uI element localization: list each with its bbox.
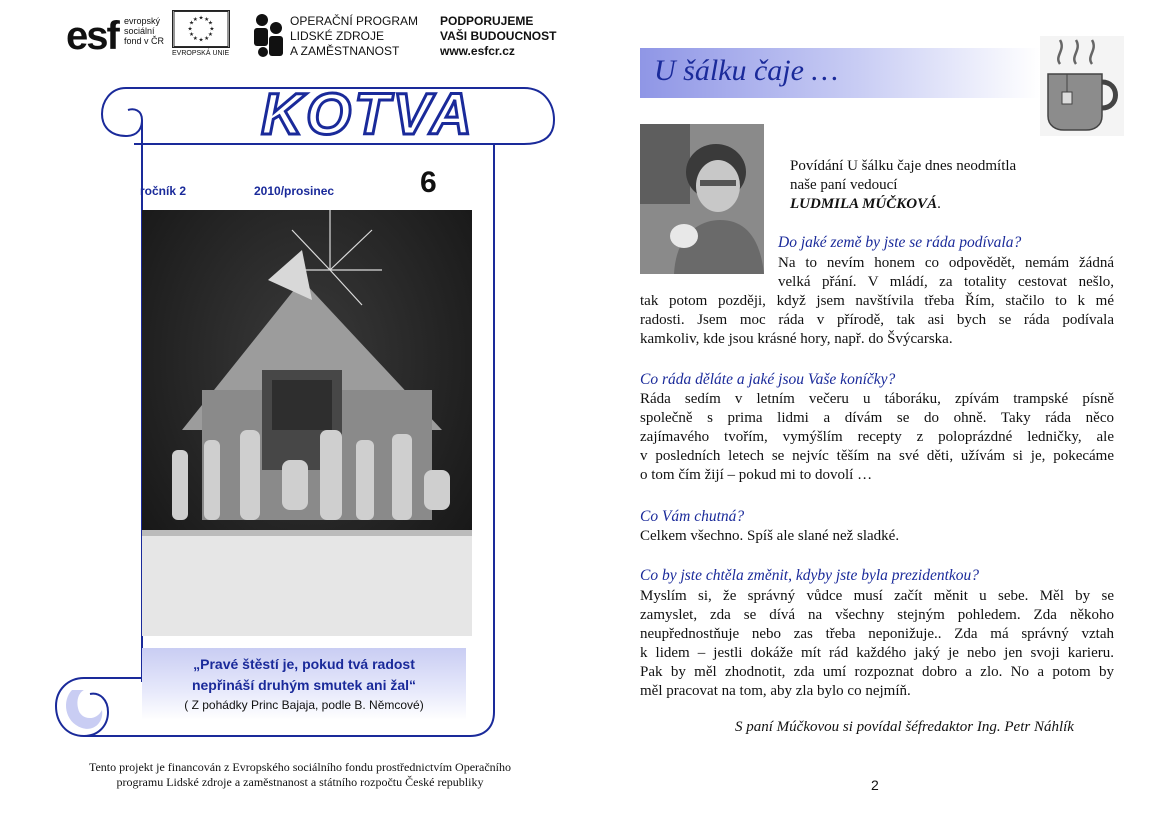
op-line: A ZAMĚSTNANOST [290,44,400,58]
issue-date: 2010/prosinec [254,184,335,198]
esf-sub-line: fond v ČR [124,36,165,46]
page-number: 2 [871,777,879,793]
nativity-scene-photo [142,210,472,636]
funding-line: Tento projekt je financován z Evropského sociálního fondu prostřednictvím Operačního [88,760,512,774]
answer-line: Myslím si, že správný vůdce musí začít měnit u sebe. Měl by se [640,588,1114,604]
answer-line: Pak by měl zhodnotit, zda umí rozpoznat dobro a zlo. No a potom by [640,664,1114,680]
svg-text:★: ★ [209,26,215,33]
svg-text:★: ★ [198,15,204,22]
answer-3 [640,527,1114,546]
intro-line: Povídání U šálku čaje dnes neodmítla [790,158,1017,174]
answer-line: zajímavého tvořím, vymýšlím recepty z poloprázdné ledničky, ale [640,429,1114,445]
section-header [640,48,1040,98]
eu-label: EVROPSKÁ UNIE [172,50,230,57]
answer-line: o tom čím žijí – pokud mi to dovolí … [640,467,873,483]
answer-1 [640,254,1114,349]
answer-line: tak potom později, když jsem navštívila třeba Řím, stačilo to k mé [640,293,1114,309]
answer-line: Na to nevím honem co odpovědět, nemám žádná [778,255,1114,271]
funding-line: programu Lidské zdroje a zaměstnanost a státního rozpočtu České republiky [116,775,484,789]
question-1: Do jaké země by jste se ráda podívala? [778,234,1022,251]
quote-box [142,648,466,720]
section-title: U šálku čaje … [654,54,839,87]
quote-line: „Pravé štěstí je, pokud tvá radost [193,656,415,672]
answer-line: zamyslet, zda se dívá na všechny stejným pohledem. Zda někoho [640,607,1114,623]
op-program-name [290,14,418,59]
esf-logo-text: esf [66,14,118,58]
esf-sub-line: sociální [124,26,155,36]
question-2: Co ráda děláte a jaké jsou Vaše koníčky? [640,371,896,388]
eu-logo [172,10,230,62]
esf-logo [66,10,166,62]
svg-text:★: ★ [207,20,214,27]
eu-flag-icon [172,10,230,48]
slogan-line: VAŠI BUDOUCNOST [440,29,557,43]
answer-line: v posledních letech se nejvíc těším na své děti, užívám si je, pokecáme [640,448,1114,464]
esf-sub-line: evropský [124,16,161,26]
answer-line: měl pracovat na tom, aby zla bylo co nejmíň. [640,683,911,699]
question-4: Co by jste chtěla změnit, kdyby jste byla prezidentkou? [640,567,980,584]
intro-end: . [937,196,941,212]
op-people-icon [252,12,286,60]
svg-text:★: ★ [204,16,210,23]
answer-line: Celkem všechno. Spíš ale slané než sladké. [640,528,900,544]
svg-text:★: ★ [198,37,204,44]
answer-line: kamkoliv, kde jsou krásné hory, např. do Švýcarska. [640,331,953,347]
kotva-title-logo [212,84,524,144]
website-link[interactable]: www.esfcr.cz [440,44,515,58]
funding-note [40,760,560,790]
issue-number: 6 [420,166,437,199]
intro-line: naše paní vedoucí [790,177,898,193]
volume-label: ročník 2 [140,184,187,198]
quote-line: nepřináší druhým smutek ani žal“ [191,677,417,693]
slogan-line: PODPORUJEME [440,14,534,28]
answer-4 [640,587,1114,701]
question-3: Co Vám chutná? [640,508,745,525]
logo-bar [66,8,566,64]
svg-text:★: ★ [192,16,198,23]
support-slogan [440,14,556,59]
answer-line: radosti. Jsem moc ráda v přírodě, tak asi bych se ráda podívala [640,312,1114,328]
answer-line: velká přání. V mládí, za totality cestovat nešlo, [778,274,1114,290]
answer-2 [640,390,1114,485]
answer-line: k lidem – jestli dokáže mít rád každého jaký je nebo jen svoji karieru. [640,645,1114,661]
portrait-photo [640,124,764,274]
article-intro [790,157,1016,214]
interviewee-name: LUDMILA MÚČKOVÁ [790,196,938,212]
esf-logo-subtext [124,16,164,46]
article-signature: S paní Múčkovou si povídal šéfredaktor Ing. Petr Náhlík [735,719,1074,735]
quote-source: ( Z pohádky Princ Bajaja, podle B. Němcové) [184,698,424,712]
svg-text:★: ★ [187,26,193,33]
op-line: LIDSKÉ ZDROJE [290,29,385,43]
svg-text:★: ★ [192,35,198,42]
tea-cup-icon [1040,36,1124,136]
quote-text [142,654,466,696]
answer-line: Ráda sedím v letním večeru u táboráku, zpívám trampské písně [640,391,1114,407]
svg-text:★: ★ [188,32,195,39]
kotva-title-text: KOTVA [261,84,475,144]
svg-text:★: ★ [188,20,195,27]
svg-text:★: ★ [207,32,214,39]
svg-text:★: ★ [204,35,210,42]
op-line: OPERAČNÍ PROGRAM [290,14,419,28]
answer-line: společně s prima lidmi a dívám se do ohně. Taky ráda něco [640,410,1114,426]
answer-line: neupřednostňuje nebo zas třeba neponižuje.. Zda má správný vztah [640,626,1114,642]
intro-name-line [790,195,1016,214]
